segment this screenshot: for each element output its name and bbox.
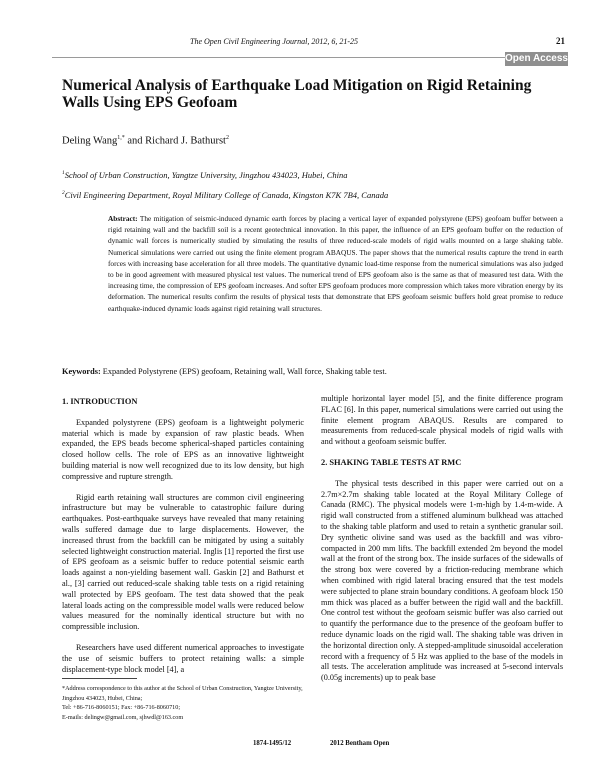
body-paragraph: Researchers have used different numerical approaches to investigate the use of seismic buffers to protect retaining walls: a simple displacement-type block model [4], a xyxy=(62,642,304,674)
left-column xyxy=(62,395,304,685)
affiliation-marker: 2 xyxy=(62,190,65,197)
paper-title: Numerical Analysis of Earthquake Load Mitigation on Rigid Retaining Walls Using EPS Geofoam xyxy=(62,77,532,111)
author-conjunction: and xyxy=(124,135,146,147)
section-heading: 2. SHAKING TABLE TESTS AT RMC xyxy=(321,457,462,467)
affiliation xyxy=(62,190,388,200)
footnote-line: *Address correspondence to this author at the School of Urban Construction, Yangtze University, Jingzhou 434023, Hubei, China; xyxy=(62,685,303,702)
right-column xyxy=(321,394,563,694)
body-paragraph: Rigid earth retaining wall structures are common civil engineering infrastructure but may be vulnerable to catastrophic failure during earthquakes. Post-earthquake surveys have revealed that many retaining walls suffered damage due to large displacements. However, the increased thrust from the backfill can be mitigated by using a suitably selected lightweight construction material. Inglis [1] reported the first use of EPS geofoam as a seismic buffer to reduce potential seismic earth loads against a non-yielding basement wall. Gaskin [2] and Bathurst et al., [3] carried out reduced-scale shaking table tests on a rigid retaining wall protected by EPS geofoam. The test data showed that the peak lateral loads acting on the compressible model walls were reduced below values measured for the nominally identical structure but with no compressible inclusion. xyxy=(62,492,304,632)
copyright: 2012 Bentham Open xyxy=(330,740,390,747)
affiliation-text: Civil Engineering Department, Royal Military College of Canada, Kingston K7K 7B4, Canada xyxy=(64,190,389,200)
keywords-label: Keywords: xyxy=(62,367,101,376)
journal-citation: The Open Civil Engineering Journal, 2012, 6, 21-25 xyxy=(190,37,358,46)
section-heading: 1. INTRODUCTION xyxy=(62,397,138,406)
abstract-label: Abstract: xyxy=(108,214,138,223)
keywords-text: Expanded Polystyrene (EPS) geofoam, Retaining wall, Wall force, Shaking table test. xyxy=(100,367,387,376)
abstract xyxy=(108,213,563,314)
affiliation-text: School of Urban Construction, Yangtze University, Jingzhou 434023, Hubei, China xyxy=(64,170,348,180)
affiliation xyxy=(62,170,348,180)
author-line xyxy=(62,135,229,147)
affiliation-marker: 1 xyxy=(62,170,65,177)
running-header xyxy=(0,36,600,50)
abstract-text: The mitigation of seismic-induced dynamic earth forces by placing a vertical layer of expanded polystyrene (EPS) geofoam buffer between a rigid retaining wall and the backfill soil is a recent geotechnical innovation. In this paper, the influence of an EPS geofoam buffer on the reduction of dynamic wall forces is numerically studied by simulating the results of three reduced-scale models of rigid walls mounted on a large shaking table. Numerical simulations were carried out using the finite element program ABAQUS. The paper shows that the numerical results capture the trend in earth forces with increasing base acceleration for all three models. The quantitative dynamic load-time response from the numerical simulations was also judged to be in good agreement with measured physical test values. The numerical trend of EPS geofoam also is the same as that of measured test data. With the increasing time, the compression of EPS geofoam increases. And softer EPS geofoam produces more compression which takes more vibration energy by its deformation. The numerical results confirm the results of physical tests that demonstrate that EPS geofoam seismic buffers hold great promise to reduce earthquake-induced dynamic loads against rigid retaining wall structures. xyxy=(108,214,563,313)
author-name: Richard J. Bathurst xyxy=(145,135,226,147)
keywords xyxy=(62,367,562,376)
author-name: Deling Wang xyxy=(62,135,118,147)
open-access-badge: Open Access xyxy=(505,53,568,64)
page-number: 21 xyxy=(556,36,565,46)
body-paragraph: Expanded polystyrene (EPS) geofoam is a lightweight polymeric material which is made by expansion of raw plastic beads. When expanded, the EPS beads become spherical-shaped particles containing closed hollow cells. The role of EPS as an innovative lightweight building material is now well recognized due to its low density, but high compressive and rupture strength. xyxy=(62,417,304,481)
footnote-rule xyxy=(62,678,137,679)
author-affiliation-marker: 2 xyxy=(225,135,229,141)
header-rule xyxy=(52,57,562,58)
body-paragraph: multiple horizontal layer model [5], and the finite difference program FLAC [6]. In this paper, numerical simulations were carried out using the finite element program ABAQUS. Results are compared to measurements from reduced-scale physical models of rigid walls with and without a geofoam seismic buffer. xyxy=(321,394,563,447)
author-affiliation-marker: 1,* xyxy=(117,135,125,141)
correspondence-footnote xyxy=(62,684,304,722)
body-paragraph: The physical tests described in this paper were carried out on a 2.7m×2.7m shaking table located at the Royal Military College of Canada (RMC). The physical models were 1-m-high by 1.4-m-wide. A rigid wall constructed from a stiffened aluminum bulkhead was attached to the shaking table platform and used to retain a synthetic granular soil. Dry synthetic olivine sand was used as the backfill and was vibro-compacted in 200 mm lifts. The backfill extended 2m beyond the model wall at the front of the strong box. The inside surfaces of the sidewalls of the strong box were covered by a friction-reducing membrane which when combined with rigid lateral bracing ensured that the test models were subjected to plane strain boundary conditions. A geofoam block 150 mm thick was placed as a buffer between the rigid wall and the backfill. One control test without the geofoam seismic buffer was also carried out to quantify the performance due to the presence of the geofoam buffer to reduce dynamic loads on the rigid wall. The shaking table was driven in the horizontal direction only. A stepped-amplitude sinusoidal acceleration record with a frequency of 5 Hz was applied to the base of the models in all tests. The acceleration amplitude was increased at 5-second intervals (0.05g increments) up to peak base xyxy=(321,478,563,683)
footnote-line: Tel: +86-716-8060151; Fax: +86-716-8060710; xyxy=(62,704,181,711)
footnote-line: E-mails: delingw@gmail.com, sjhwdl@163.com xyxy=(62,713,184,721)
issn: 1874-1495/12 xyxy=(253,740,292,747)
